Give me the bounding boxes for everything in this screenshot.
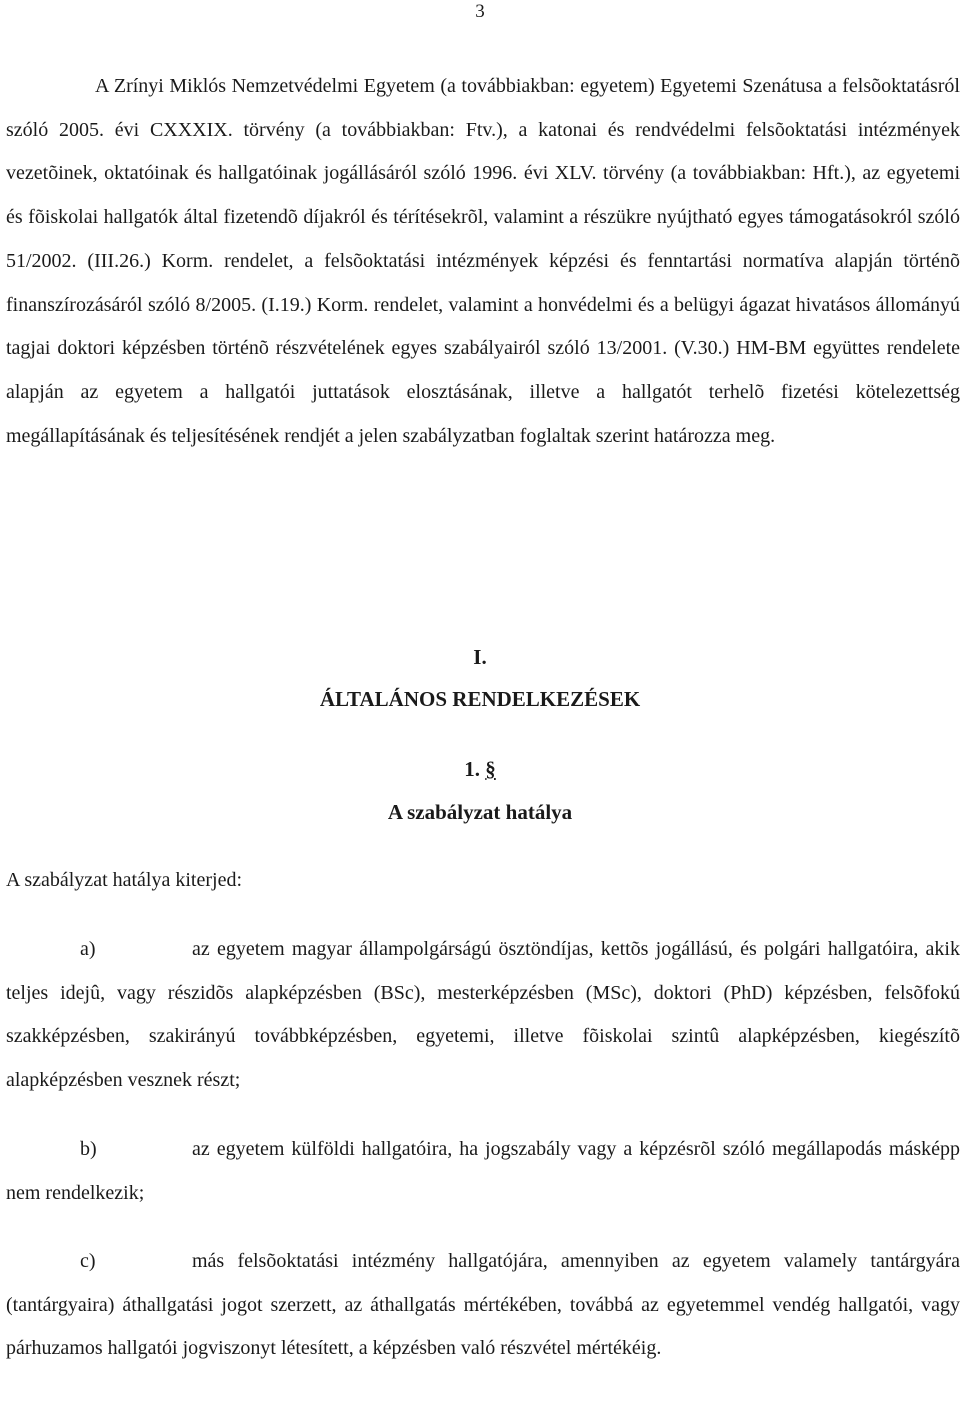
page-number: 3 bbox=[475, 1, 485, 22]
section-heading bbox=[0, 754, 960, 784]
scope-lead: A szabályzat hatálya kiterjed: bbox=[6, 869, 243, 891]
section-title: A szabályzat hatálya bbox=[387, 800, 573, 824]
list-item bbox=[6, 1128, 960, 1215]
list-item-text: más felsõoktatási intézmény hallgatójára, amennyiben az egyetem valamely tantárgyára (tantárgyaira) áthallgatási jogot szerzett, az áthallgatás mértékében, továbbá az egyetemmel vendég hallgatói, vagy párhuzamos hallgatói jogviszonyt létesített, a képzésben való részvétel mértékéig. bbox=[6, 1250, 960, 1360]
chapter-title: ÁLTALÁNOS RENDELKEZÉSEK bbox=[319, 687, 641, 711]
intro-paragraph: A Zrínyi Miklós Nemzetvédelmi Egyetem (a továbbiakban: egyetem) Egyetemi Szenátusa a felsõoktatásról szóló 2005. évi CXXXIX. törvény (a továbbiakban: Ftv.), a katonai és rendvédelmi felsõoktatási intézmények vezetõinek, oktatóinak és hallgatóinak jogállásáról szóló 1996. évi XLV. törvény (a továbbiakban: Hft.), az egyetemi és fõiskolai hallgatók által fizetendõ díjakról és térítésekrõl, valamint a részükre nyújtható egyes támogatásokról szóló 51/2002. (III.26.) Korm. rendelet, a felsõoktatási intézmények képzési és fenntartási normatíva alapján történõ finanszírozásáról szóló 8/2005. (I.19.) Korm. rendelet, valamint a honvédelmi és a belügyi ágazat hivatásos állományú tagjai doktori képzésben történõ részvételének egyes szabályairól szóló 13/2001. (V.30.) HM-BM együttes rendelete alapján az egyetem a hallgatói juttatások elosztásának, illetve a hallgatót terhelõ fizetési kötelezettség megállapításának és teljesítésének rendjét a jelen szabályzatban foglaltak szerint határozza meg. bbox=[6, 75, 960, 447]
section-sign: § bbox=[485, 757, 496, 781]
list-item bbox=[6, 928, 960, 1103]
list-item-letter: c) bbox=[80, 1250, 96, 1272]
list-item-letter: a) bbox=[80, 938, 96, 960]
list-item-letter: b) bbox=[80, 1138, 97, 1160]
chapter-number: I. bbox=[473, 645, 487, 669]
list-item-text: az egyetem magyar állampolgárságú ösztöndíjas, kettõs jogállású, és polgári hallgatóira, akik teljes idejû, vagy részidõs alapképzésben (BSc), mesterképzésben (MSc), doktori (PhD) képzésben, felsõfokú szakképzésben, szakirányú továbbképzésben, egyetemi, illetve fõiskolai szintû alapképzésben, kiegészítõ alapképzésben vesznek részt; bbox=[6, 938, 960, 1092]
list-item bbox=[6, 1240, 960, 1371]
list-item-text: az egyetem külföldi hallgatóira, ha jogszabály vagy a képzésrõl szóló megállapodás másképp nem rendelkezik; bbox=[6, 1138, 960, 1204]
section-number: 1. bbox=[464, 757, 480, 781]
